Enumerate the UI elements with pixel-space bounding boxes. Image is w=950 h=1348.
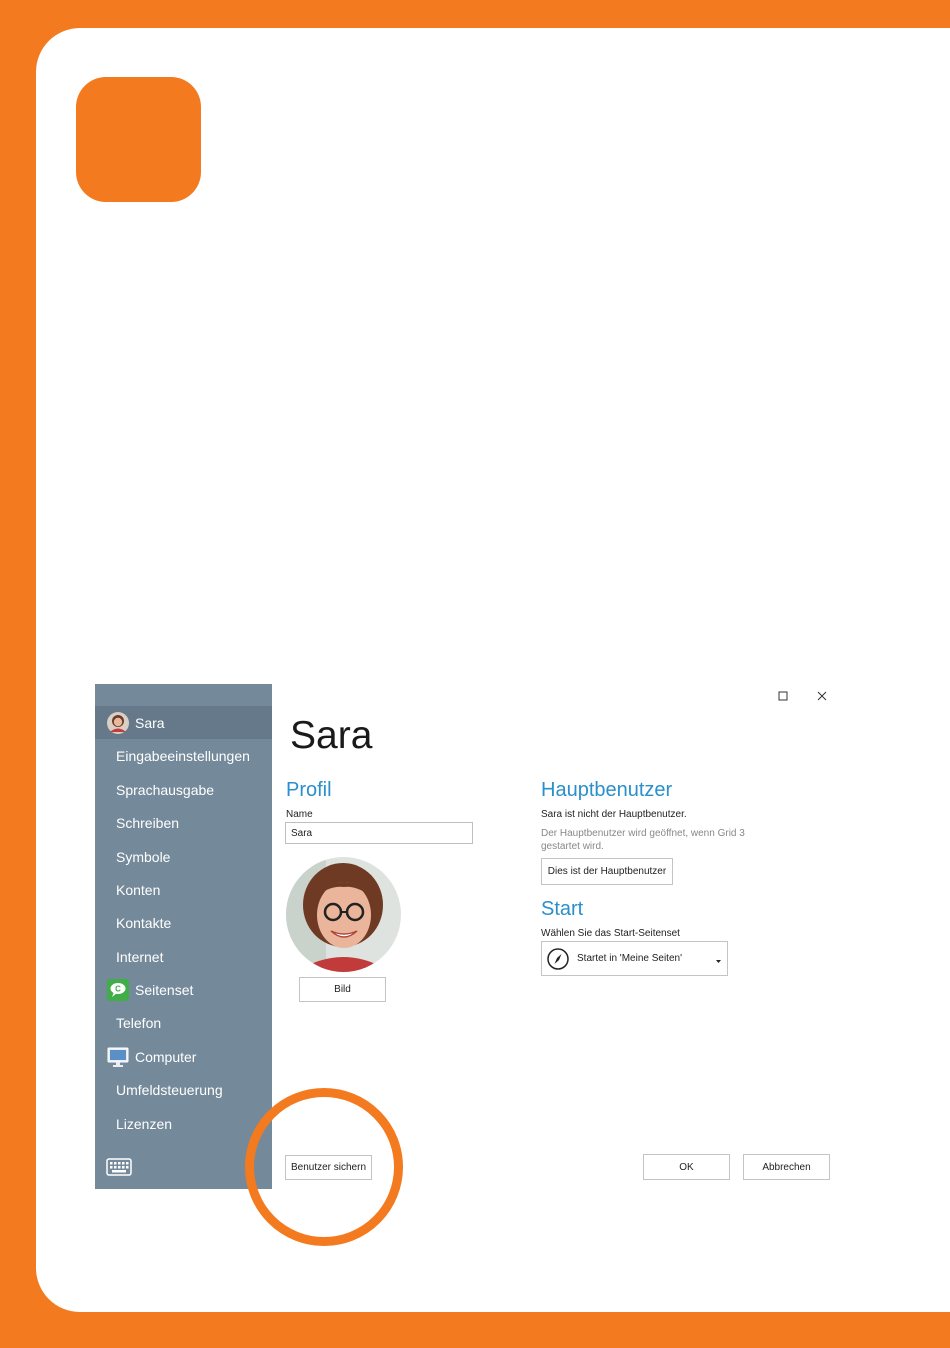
compass-icon [547,948,569,970]
keyboard-icon[interactable] [106,1158,132,1176]
sidebar-item-label: Computer [135,1048,197,1065]
start-pageset-select[interactable] [541,941,728,976]
sidebar-item-label: Seitenset [135,981,194,998]
sidebar-item-label: Umfeldsteuerung [116,1081,223,1098]
svg-text:C: C [115,984,121,993]
sidebar-item-seitenset[interactable] [95,973,272,1006]
sidebar-item-sprachausgabe[interactable] [95,773,272,806]
sidebar-item-schreiben[interactable] [95,806,272,839]
sidebar-item-computer[interactable] [95,1040,272,1073]
sidebar-item-sara[interactable] [95,706,272,739]
orange-badge [76,77,201,202]
start-pageset-value: Startet in 'Meine Seiten' [577,953,682,964]
start-title: Start [541,898,584,920]
sidebar-item-label: Sara [135,714,165,731]
sidebar-item-label: Kontakte [116,914,172,931]
start-label: Wählen Sie das Start-Seitenset [541,928,680,939]
speech-bubble-icon [107,979,129,1001]
profile-picture [286,857,401,972]
sidebar-item-symbole[interactable] [95,840,272,873]
cancel-button[interactable]: Abbrechen [743,1154,830,1180]
picture-button[interactable]: Bild [299,977,386,1002]
main-user-hint-line2: gestartet wird. [541,841,604,852]
sidebar-item-konten[interactable] [95,873,272,906]
sidebar-item-label: Eingabeeinstellungen [116,747,250,764]
ok-button[interactable]: OK [643,1154,730,1180]
main-user-status: Sara ist nicht der Hauptbenutzer. [541,809,687,820]
user-avatar-icon [107,712,129,734]
sidebar-item-label: Telefon [116,1014,162,1031]
sidebar-item-label: Schreiben [116,814,180,831]
sidebar-item-label: Lizenzen [116,1115,173,1132]
sidebar [95,684,272,1189]
close-icon[interactable] [814,688,830,704]
sidebar-item-label: Internet [116,948,164,965]
sidebar-item-label: Konten [116,881,161,898]
sidebar-item-label: Sprachausgabe [116,781,215,798]
profile-title: Profil [286,779,332,801]
set-main-user-button[interactable]: Dies ist der Hauptbenutzer [541,858,673,885]
chevron-down-icon [716,956,721,961]
monitor-icon [107,1046,129,1068]
page-title: Sara [290,714,373,757]
sidebar-item-telefon[interactable] [95,1006,272,1039]
save-user-button[interactable]: Benutzer sichern [285,1155,372,1180]
sidebar-item-umfeldsteuerung[interactable] [95,1073,272,1106]
highlight-circle [245,1088,403,1246]
sidebar-item-label: Symbole [116,848,171,865]
name-label: Name [286,809,313,820]
main-user-title: Hauptbenutzer [541,779,673,801]
main-user-hint-line1: Der Hauptbenutzer wird geöffnet, wenn Grid 3 [541,828,745,839]
sidebar-item-lizenzen[interactable] [95,1107,272,1140]
maximize-icon[interactable] [775,688,791,704]
settings-window [95,684,835,1189]
sidebar-item-eingabeeinstellungen[interactable] [95,739,272,772]
name-input[interactable] [285,822,473,844]
sidebar-item-kontakte[interactable] [95,906,272,939]
sidebar-item-internet[interactable] [95,940,272,973]
